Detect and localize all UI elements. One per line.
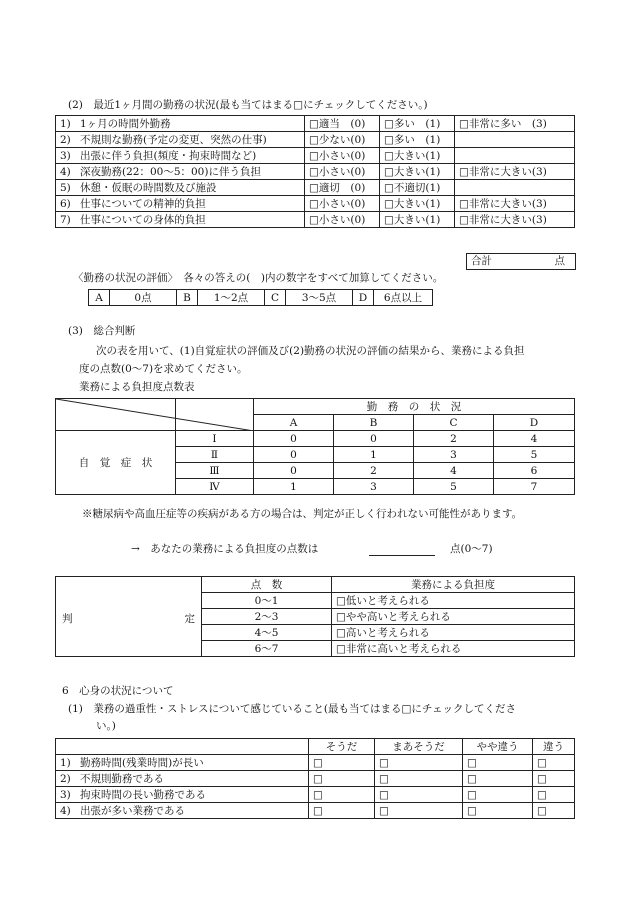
option-b-checkbox[interactable]: □大きい(1) (380, 164, 455, 180)
work-status-row (56, 132, 575, 148)
grade-key: C (265, 290, 286, 306)
sec3-para2: 度の点数(0〜7)を求めてください。 (79, 363, 248, 375)
score-row (56, 431, 575, 447)
stress-item-cell (56, 787, 309, 803)
judgement-checkbox[interactable]: □低いと考えられる (332, 593, 575, 609)
stress-checkbox[interactable]: □ (375, 803, 463, 819)
stress-row (56, 787, 575, 803)
stress-row (56, 771, 575, 787)
score-cell: 4 (494, 431, 575, 447)
item-label: 不規則な勤務(予定の変更、突然の仕事) (80, 134, 267, 146)
grade-key: D (353, 290, 374, 306)
item-label: 勤務時間(残業時間)が長い (80, 757, 204, 769)
judge-head-burden: 業務による負担度 (332, 577, 575, 593)
sec6-title: 6 心身の状況について (62, 685, 174, 697)
judge-head-score: 点 数 (202, 577, 332, 593)
score-cell: 0 (254, 463, 334, 479)
diagonal-header-cell (56, 399, 176, 431)
stress-item-cell (56, 771, 309, 787)
work-status-col-header: B (334, 415, 414, 431)
score-cell: 2 (334, 463, 414, 479)
item-number: 3) (60, 789, 71, 801)
sec3-para1: 次の表を用いて、(1)自覚症状の評価及び(2)勤務の状況の評価の結果から、業務による負担 (96, 345, 525, 357)
judgement-table (55, 576, 575, 657)
grade-value: 0点 (110, 290, 177, 306)
stress-checkbox[interactable]: □ (309, 803, 375, 819)
stress-header-row (56, 739, 575, 755)
item-number: 2) (60, 134, 71, 146)
work-status-row (56, 164, 575, 180)
score-cell: 2 (414, 431, 494, 447)
option-b-checkbox[interactable]: □大きい(1) (380, 148, 455, 164)
score-cell: 1 (254, 479, 334, 495)
eval-text: 〈勤務の状況の評価〉 各々の答えの( )内の数字をすべて加算してください。 (73, 272, 444, 284)
work-item-cell (56, 148, 305, 164)
work-status-col-header: D (494, 415, 575, 431)
grade-table (88, 289, 433, 306)
work-status-row (56, 196, 575, 212)
item-number: 4) (60, 805, 71, 817)
judgement-checkbox[interactable]: □高いと考えられる (332, 625, 575, 641)
option-c-checkbox (455, 132, 575, 148)
work-item-cell (56, 132, 305, 148)
score-cell: 3 (334, 479, 414, 495)
judgement-score: 4〜5 (202, 625, 332, 641)
symptom-level: Ⅳ (176, 479, 254, 495)
item-label: 仕事についての身体的負担 (80, 214, 206, 226)
judgement-label-1: 判 (62, 613, 73, 625)
option-a-checkbox[interactable]: □小さい(0) (305, 148, 380, 164)
stress-col-header: そうだ (309, 739, 375, 755)
score-cell: 1 (334, 447, 414, 463)
judgement-score: 0〜1 (202, 593, 332, 609)
option-b-checkbox[interactable]: □大きい(1) (380, 212, 455, 228)
burden-score-table (55, 398, 575, 495)
score-cell: 0 (334, 431, 414, 447)
work-item-cell (56, 196, 305, 212)
stress-checkbox[interactable]: □ (309, 787, 375, 803)
work-item-cell (56, 116, 305, 132)
stress-checkbox[interactable]: □ (533, 771, 575, 787)
item-label: 仕事についての精神的負担 (80, 198, 206, 210)
option-a-checkbox[interactable]: □小さい(0) (305, 196, 380, 212)
sec6-q1-line1: (1) 業務の過重性・ストレスについて感じていること(最も当てはまる□にチェックしてくださ (68, 703, 517, 715)
total-box (466, 253, 576, 270)
stress-checkbox[interactable]: □ (533, 803, 575, 819)
item-label: 出張が多い業務である (80, 805, 185, 817)
option-c-checkbox[interactable]: □非常に大きい(3) (455, 212, 575, 228)
stress-checkbox[interactable]: □ (309, 755, 375, 771)
option-c-checkbox[interactable]: □非常に多い (3) (455, 116, 575, 132)
stress-table (55, 738, 575, 819)
item-label: 拘束時間の長い勤務である (80, 789, 206, 801)
item-number: 3) (60, 150, 71, 162)
stress-col-header: やや違う (463, 739, 533, 755)
score-line: → あなたの業務による負担度の点数は (131, 543, 319, 555)
grade-key: A (89, 290, 110, 306)
item-number: 4) (60, 166, 71, 178)
symptom-level: Ⅲ (176, 463, 254, 479)
stress-row (56, 755, 575, 771)
diagonal-line (56, 399, 254, 431)
option-b-checkbox[interactable]: □大きい(1) (380, 196, 455, 212)
grade-key: B (177, 290, 198, 306)
score-unit: 点(0〜7) (450, 543, 493, 555)
score-table-title: 業務による負担度点数表 (79, 381, 195, 393)
total-unit: 点 (554, 255, 565, 267)
work-item-cell (56, 180, 305, 196)
symptom-label: 自 覚 症 状 (56, 431, 176, 495)
work-status-row (56, 180, 575, 196)
score-cell: 6 (494, 463, 575, 479)
item-label: 休憩・仮眠の時間数及び施設 (80, 182, 217, 194)
stress-checkbox[interactable]: □ (463, 803, 533, 819)
item-number: 1) (60, 757, 71, 769)
score-cell: 4 (414, 463, 494, 479)
option-a-checkbox[interactable]: □適切 (0) (305, 180, 380, 196)
grade-value: 6点以上 (374, 290, 433, 306)
stress-col-header: まあそうだ (375, 739, 463, 755)
stress-col-header: 違う (533, 739, 575, 755)
work-status-table (55, 115, 575, 228)
work-status-col-header: A (254, 415, 334, 431)
item-number: 7) (60, 214, 71, 226)
sec6-q1-line2: い。) (96, 720, 116, 732)
item-label: 深夜勤務(22：00〜5：00)に伴う負担 (80, 166, 261, 178)
item-number: 6) (60, 198, 71, 210)
stress-header-blank (56, 739, 309, 755)
score-cell: 0 (254, 431, 334, 447)
item-label: 不規則勤務である (80, 773, 164, 785)
total-label: 合計 (471, 255, 492, 267)
stress-item-cell (56, 803, 309, 819)
option-b-checkbox[interactable]: □不適切(1) (380, 180, 455, 196)
option-b-checkbox[interactable]: □多い (1) (380, 116, 455, 132)
option-b-checkbox[interactable]: □多い (1) (380, 132, 455, 148)
disease-note: ※糖尿病や高血圧症等の疾病がある方の場合は、判定が正しく行われない可能性があります。 (82, 508, 523, 520)
score-cell: 5 (494, 447, 575, 463)
work-status-row (56, 148, 575, 164)
item-number: 1) (60, 118, 71, 130)
judgement-label-2: 定 (184, 613, 195, 625)
work-status-col-header: C (414, 415, 494, 431)
item-number: 5) (60, 182, 71, 194)
sec2-title: (2) 最近1ヶ月間の勤務の状況(最も当てはまる□にチェックしてください。) (68, 99, 428, 111)
stress-item-cell (56, 755, 309, 771)
option-a-checkbox[interactable]: □小さい(0) (305, 164, 380, 180)
option-c-checkbox (455, 148, 575, 164)
stress-row (56, 803, 575, 819)
grade-value: 1〜2点 (198, 290, 265, 306)
score-cell: 3 (414, 447, 494, 463)
work-status-row (56, 212, 575, 228)
symptom-level: Ⅱ (176, 447, 254, 463)
option-a-checkbox[interactable]: □適当 (0) (305, 116, 380, 132)
stress-checkbox[interactable]: □ (375, 755, 463, 771)
stress-checkbox[interactable]: □ (375, 771, 463, 787)
score-cell: 0 (254, 447, 334, 463)
option-c-checkbox[interactable]: □非常に大きい(3) (455, 196, 575, 212)
item-label: 出張に伴う負担(頻度・拘束時間など) (80, 150, 257, 162)
option-c-checkbox (455, 180, 575, 196)
stress-checkbox[interactable]: □ (533, 755, 575, 771)
score-blank[interactable] (369, 555, 435, 556)
stress-checkbox[interactable]: □ (309, 771, 375, 787)
sec3-title: (3) 総合判断 (68, 325, 136, 337)
judgement-score: 2〜3 (202, 609, 332, 625)
judgement-label-cell (56, 577, 202, 657)
stress-checkbox[interactable]: □ (375, 787, 463, 803)
work-item-cell (56, 212, 305, 228)
symptom-level: Ⅰ (176, 431, 254, 447)
option-a-checkbox[interactable]: □小さい(0) (305, 212, 380, 228)
option-c-checkbox[interactable]: □非常に大きい(3) (455, 164, 575, 180)
judgement-checkbox[interactable]: □非常に高いと考えられる (332, 641, 575, 657)
stress-checkbox[interactable]: □ (533, 787, 575, 803)
work-item-cell (56, 164, 305, 180)
work-status-row (56, 116, 575, 132)
score-cell: 7 (494, 479, 575, 495)
stress-checkbox[interactable]: □ (463, 755, 533, 771)
item-label: 1ヶ月の時間外勤務 (80, 118, 171, 130)
stress-checkbox[interactable]: □ (463, 787, 533, 803)
score-cell: 5 (414, 479, 494, 495)
stress-checkbox[interactable]: □ (463, 771, 533, 787)
work-status-header: 勤 務 の 状 況 (254, 399, 575, 415)
option-a-checkbox[interactable]: □少ない(0) (305, 132, 380, 148)
grade-value: 3〜5点 (286, 290, 353, 306)
judgement-score: 6〜7 (202, 641, 332, 657)
item-number: 2) (60, 773, 71, 785)
judgement-checkbox[interactable]: □やや高いと考えられる (332, 609, 575, 625)
